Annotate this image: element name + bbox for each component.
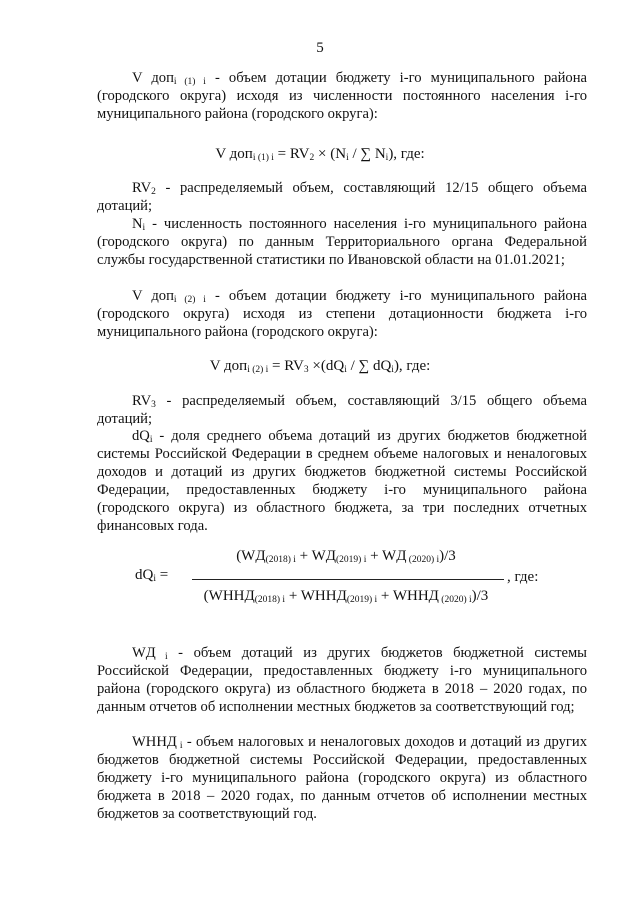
paragraph-text: - численность постоянного населения i-го муниципального района (городского округа) по данным Территориального органа Федеральной службы государственной статистики по Ивановской области на 01.01.2021; [97, 216, 587, 268]
page-number: 5 [316, 40, 324, 56]
formula-part: )/3 [439, 548, 456, 564]
term-subscript: i [176, 741, 183, 751]
term-subscript: i [149, 435, 153, 445]
paragraph-text: - доля среднего объема дотаций из других бюджетов бюджетной системы Российской Федерации в среднем объеме налоговых и неналоговых доходов и дотаций из других бюджетов бюджетной системы Российской Федерации, предоставленных бюджету i-го муниципального района (городского округа) из областного бюджета, за три последних отчетных финансовых года. [97, 428, 587, 534]
formula-subscript: i (2) i [247, 365, 269, 375]
term-subscript: i (1) i [173, 77, 206, 87]
fraction-line [192, 579, 504, 580]
formula-subscript: i [385, 153, 389, 163]
paragraph-text: - распределяемый объем, составляющий 12/15 общего объема дотаций; [97, 180, 587, 214]
term-subscript: i [142, 223, 146, 233]
paragraph-wnnd [97, 734, 587, 824]
formula-part: = RV [268, 358, 304, 374]
paragraph-wd [97, 645, 587, 717]
paragraph-text: - объем дотации бюджету i-го муниципального района (городского округа) исходя из численности постоянного населения i-го муниципального района (городского округа): [97, 70, 587, 122]
formula-part: × (N [314, 146, 347, 162]
formula-part: + WННД [377, 588, 439, 604]
formula-part: / ∑ dQ [346, 358, 392, 374]
paragraph-rv2 [97, 180, 587, 216]
term-n: N [132, 216, 143, 232]
paragraph-rv3 [97, 393, 587, 429]
formula-part: + WД [366, 548, 407, 564]
paragraph-text: - распределяемый объем, составляющий 3/15 общего объема дотаций; [97, 393, 587, 427]
formula-part: = RV [273, 146, 310, 162]
formula-subscript: i [153, 574, 156, 584]
formula-dq-gde: , где: [507, 569, 539, 585]
formula-dq-denominator [188, 588, 504, 606]
paragraph-text: - объем дотаций из других бюджетов бюджетной системы Российской Федерации, предоставленных бюджету i-го муниципального района (городского округа) из областного бюджета в 2018 – 2020 годах, по данным отчетов об исполнении местных бюджетов за соответствующий год; [97, 645, 587, 715]
formula-subscript: i [346, 153, 349, 163]
term-subscript: i [155, 652, 168, 662]
formula-subscript: (2020) i [438, 595, 472, 605]
formula-part: (WД [236, 548, 266, 564]
formula-subscript: i [344, 365, 347, 375]
formula-part: ), где: [388, 146, 425, 162]
formula-part: + WД [295, 548, 336, 564]
paragraph-text: - объем дотации бюджету i-го муниципального района (городского округа) исходя из степени дотационности бюджета i-го муниципального района (городского округа): [97, 288, 587, 340]
formula-subscript: i [391, 365, 394, 375]
formula-subscript: (2019) i [346, 595, 378, 605]
term-wnnd: WННД [132, 734, 177, 750]
formula-dq-numerator [188, 548, 504, 566]
term-subscript: 2 [151, 187, 156, 197]
formula-subscript: (2020) i [406, 555, 440, 565]
formula-subscript: (2018) i [254, 595, 286, 605]
paragraph-v-dop-2 [97, 288, 587, 342]
formula-part: = [155, 567, 169, 583]
paragraph-v-dop-1 [97, 70, 587, 124]
paragraph-text: - объем налоговых и неналоговых доходов и дотаций из других бюджетов бюджетной системы Российской Федерации, предоставленных бюджету i-го муниципального района (городского округа) из областного бюджета в 2018 – 2020 годах, по данным отчетов об исполнении местных бюджетов за соответствующий год. [97, 734, 588, 822]
formula-part: ), где: [393, 358, 431, 374]
paragraph-ni [97, 216, 587, 270]
term-dq: dQ [132, 428, 150, 444]
formula-subscript: (2019) i [336, 555, 367, 565]
term-rv: RV [132, 180, 152, 196]
formula-part: (WННД [203, 588, 255, 604]
term-subscript: 3 [151, 400, 156, 410]
formula-v-dop-2 [0, 358, 640, 376]
formula-subscript: 3 [303, 365, 309, 375]
formula-part: / ∑ N [348, 146, 386, 162]
formula-part: V доп [215, 146, 253, 162]
term-v-dop: V доп [132, 288, 174, 304]
formula-part: V доп [209, 358, 248, 374]
formula-subscript: (2018) i [265, 555, 296, 565]
formula-part: dQ [135, 567, 154, 583]
paragraph-dqi [97, 428, 587, 535]
formula-v-dop-1 [0, 146, 640, 164]
formula-subscript: i (1) i [252, 153, 274, 163]
formula-part: + WННД [285, 588, 347, 604]
formula-dq-lhs [135, 567, 168, 585]
term-rv: RV [132, 393, 152, 409]
formula-part: )/3 [471, 588, 489, 604]
formula-part: ×(dQ [308, 358, 345, 374]
term-subscript: i (2) i [173, 295, 206, 305]
term-wd: WД [132, 645, 156, 661]
formula-subscript: 2 [309, 153, 315, 163]
term-v-dop: V доп [132, 70, 174, 86]
